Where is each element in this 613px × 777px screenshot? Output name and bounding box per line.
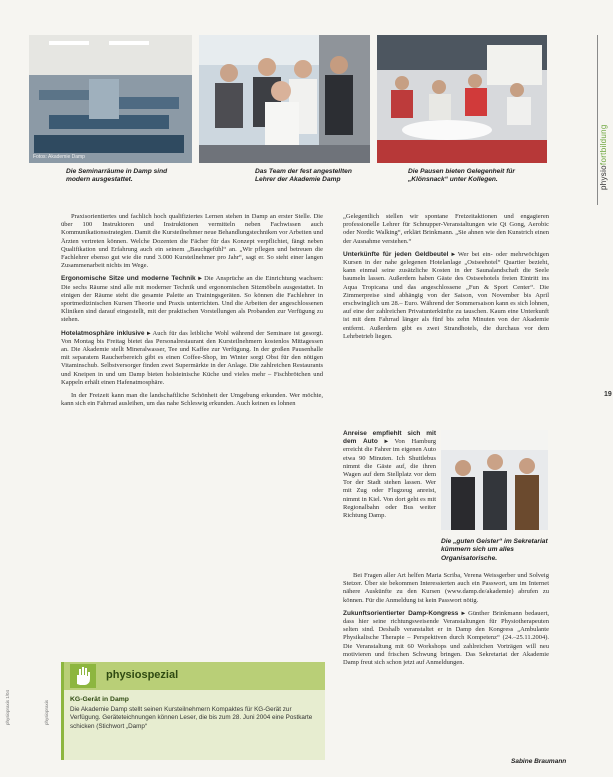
col2-travel-lead: Anreise empfiehlt sich mit dem Auto ▸ — [343, 430, 436, 446]
col1-ergonomics-text: Die Ansprüche an die Einrichtung wachsen: Die sechs Räume sind alle mit moderner Technik und ergonomischen Sitzmöbeln ausgestattet. In einigen der Räume steht die gesamte Palette an Trainingsgeräten. So können die Fachlehrer in sportmedizinischen Kursen Theorie und Praxis unterrichten. Und die Arbeiten der angeschlossenen Kliniken sind darauf eingestellt, mit der praktischen Vorstellungen als Probanden zur Verfügung zu stehen. — [61, 275, 323, 324]
team-photo — [199, 35, 370, 163]
page-number: 19 — [604, 391, 612, 398]
col1-ergonomics — [61, 275, 323, 324]
secretariat-photo — [441, 430, 548, 530]
col2-contact: Bei Fragen aller Art helfen Maria Scriba, Verena Weissgerber und Solveig Stetzer. Über sie bekommen Interessierten auch ein Passwort, um im Internet nähere Auskünfte zu den Kursen (www.damp.de/akademie) abrufen zu können. Für die Anmeldung ist kein Passwort nötig. — [343, 572, 549, 604]
physiospezial-subtitle: KG-Gerät in Damp — [70, 696, 129, 703]
col2-travel — [343, 430, 436, 520]
section-tab — [599, 40, 611, 190]
physiospezial-text: Die Akademie Damp stellt seinen Kursteilnehmern Kompaktes für KG-Gerät zur Verfügung. Geräteteichnungen können Leser, die bis zum 28. Juni 2004 eine Postkarte schicken (Stichwort „Damp“ — [70, 706, 313, 730]
photo-caption-3: Die Pausen bieten Gelegenheit für „Klönsnack“ unter Kollegen. — [408, 168, 515, 184]
hand-icon — [70, 664, 96, 688]
section-rule — [597, 35, 598, 205]
physiospezial-header — [64, 662, 325, 690]
col1-hotel-lead: Hotelatmosphäre inklusive ▸ — [61, 329, 151, 337]
section-tab-part1: physio — [599, 165, 608, 190]
article-author: Sabine Braumann — [511, 758, 567, 765]
article-column-1 — [61, 213, 323, 413]
section-tab-part2: fortbildung — [599, 124, 608, 166]
col2-congress-lead: Zukunftsorientierter Damp-Kongress ▸ — [343, 609, 465, 617]
side-label-2: physiopraxis — [44, 700, 49, 726]
seminar-room-photo — [29, 35, 192, 163]
col2-travel-text: Von Hamburg erreicht die Fahrer im eigenen Auto etwa 90 Minuten. Ich Shuttlebus nimmt die Gäste auf, die ihren Wagen auf dem Stellplatz vor dem Tor der Stadt stehen lassen. Wer mit Zug oder Flugzeug anreist, nimmt in Kiel. Von dort geht es mit Regionalbahn oder Bus weiter Richtung Damp. — [343, 438, 436, 520]
physiospezial-box — [61, 662, 325, 760]
physiospezial-title: physiospezial — [106, 669, 179, 681]
col1-leisure: In der Freizeit kann man die landschaftliche Schönheit der Umgebung erkunden. Wer möchte, kann sich ein Fahrrad ausleihen, um das nahe Schleswig erkunden. Auch keinen es lohnen — [61, 392, 323, 408]
article-column-2 — [343, 213, 549, 346]
col2-lodging-lead: Unterkünfte für jeden Geldbeutel ▸ — [343, 250, 455, 258]
side-label-1: physiopraxis 1/04 — [5, 690, 10, 726]
col1-hotel — [61, 330, 323, 387]
col1-intro: Praxisorientiertes und fachlich hoch qualifiziertes Lernen stehen in Damp an erster Stelle. Die über 100 Instruktoren und Instruktionen vermitteln neben Fachwissen auch Kommunikationsstrategien. Damit die Kursteilnehmer neue Behandlungstechniken vor Arbeiten und Ärzten vertreten können. Welche Dozenten die Fächer für das Konzept verpflichtet, fängt neben Qualifikation und Erfahrung auch ein seinem „Bauchgefühl“ an. „Wir pflegen und betreuen die Fachlehrer ebenso gut wie die rund 3.000 Kursteilnehmer pro Jahr“, sagt er. So steht einer langen Zusammenarbeit nichts im Wege. — [61, 213, 323, 270]
col2-congress — [343, 610, 549, 667]
col2-congress-text: Günther Brinkmann bedauert, dass hier seine richtungsweisende Veranstaltungen für Physiotherapeuten selten sind. Deshalb veranstaltet er in Damp den Kongress „Ambulante Physikalische Therapie – Perspektiven durch Kompetenz“ (24.–25.11.2004). Die Veranstaltung mit 60 Workshops und zahlreichen Vorträgen will neu motivieren und frischen Schwung bringen. Das Sekretariat der Akademie Damp freut sich schon jetzt auf Anmeldungen. — [343, 609, 549, 667]
photo-caption-4: Die „guten Geister“ im Sekretariat kümmern sich um alles Organisatorische. — [441, 538, 548, 562]
col2-travel-block — [343, 430, 436, 525]
break-photo — [377, 35, 547, 163]
photo-caption-1: Die Seminarräume in Damp sind modern ausgestattet. — [66, 168, 168, 184]
photo-caption-2: Das Team der fest angestellten Lehrer der Akademie Damp — [255, 168, 352, 184]
col2-lodging — [343, 251, 549, 341]
col2-intro: „Gelegentlich stellen wir spontane Freizeitaktionen und engagieren professionelle Lehrer für Schnupper-Veranstaltungen wie Qi Gong, Aerobic oder Nordic Walking“, erklärt Brinkmann. „Sie ahnen wie den Kunstrich einen der Ausnahme verstehen.“ — [343, 213, 549, 245]
col2-contact-block — [343, 572, 549, 672]
col2-lodging-text: Wer bei ein- oder mehrwöchigen Kursen in der nahe gelegenen Hotelanlage „Ostseehotel“ Quartier bezieht, kann einmal seine zusätzliche Kosten in der Saunalandschaft die Seele baumeln lassen. Außerdem haben Gäste des Ostseehotels freien Eintritt ins Aqua Tropicana und das angeschlossene „Fun & Sport Center“. Die Zimmerpreise sind abhängig von der Saison, von November bis April erschwinglich um 28.– Euro. Während der Sommersaison kann es sich lohnen, auf eine der zahlreichen Privatunterkünfte zu tauschen. Kaum eine Unterkunft ist mit dem Fahrrad länger als fünf bis zehn Minuten von der Akademie entfernt. Außerdem gibt es zwei Strandhotels, die durchaus vor dem Lehrbetrieb liegen. — [343, 250, 549, 340]
col1-ergonomics-lead: Ergonomische Sitze und moderne Technik ▸ — [61, 275, 202, 283]
photo-credit: Fotos: Akademie Damp — [33, 154, 85, 160]
col1-hotel-text: Auch für das leibliche Wohl während der Seminare ist gesorgt. Von Montag bis Freitag bietet das Personalrestaurant den Kursteilnehmern kostenlos Mittagessen an. Die Akademie stellt Mineralwasser, Tee und Kaffee zur Verfügung. In der großen Pausenhalle mit separatem Raucherbereich gibt es einen Coffee-Shop, im Winter sorgt Obst für den nötigen Vitaminschub. Selbstversorger finden zwei Supermärkte in der Anlage. Die zahlreichen Restaurants und Kneipen in und um Damp bieten holsteinische Küche und vieles mehr – Fischbrötchen und Kappeln erhält einen Hafenatmosphäre. — [61, 329, 323, 386]
